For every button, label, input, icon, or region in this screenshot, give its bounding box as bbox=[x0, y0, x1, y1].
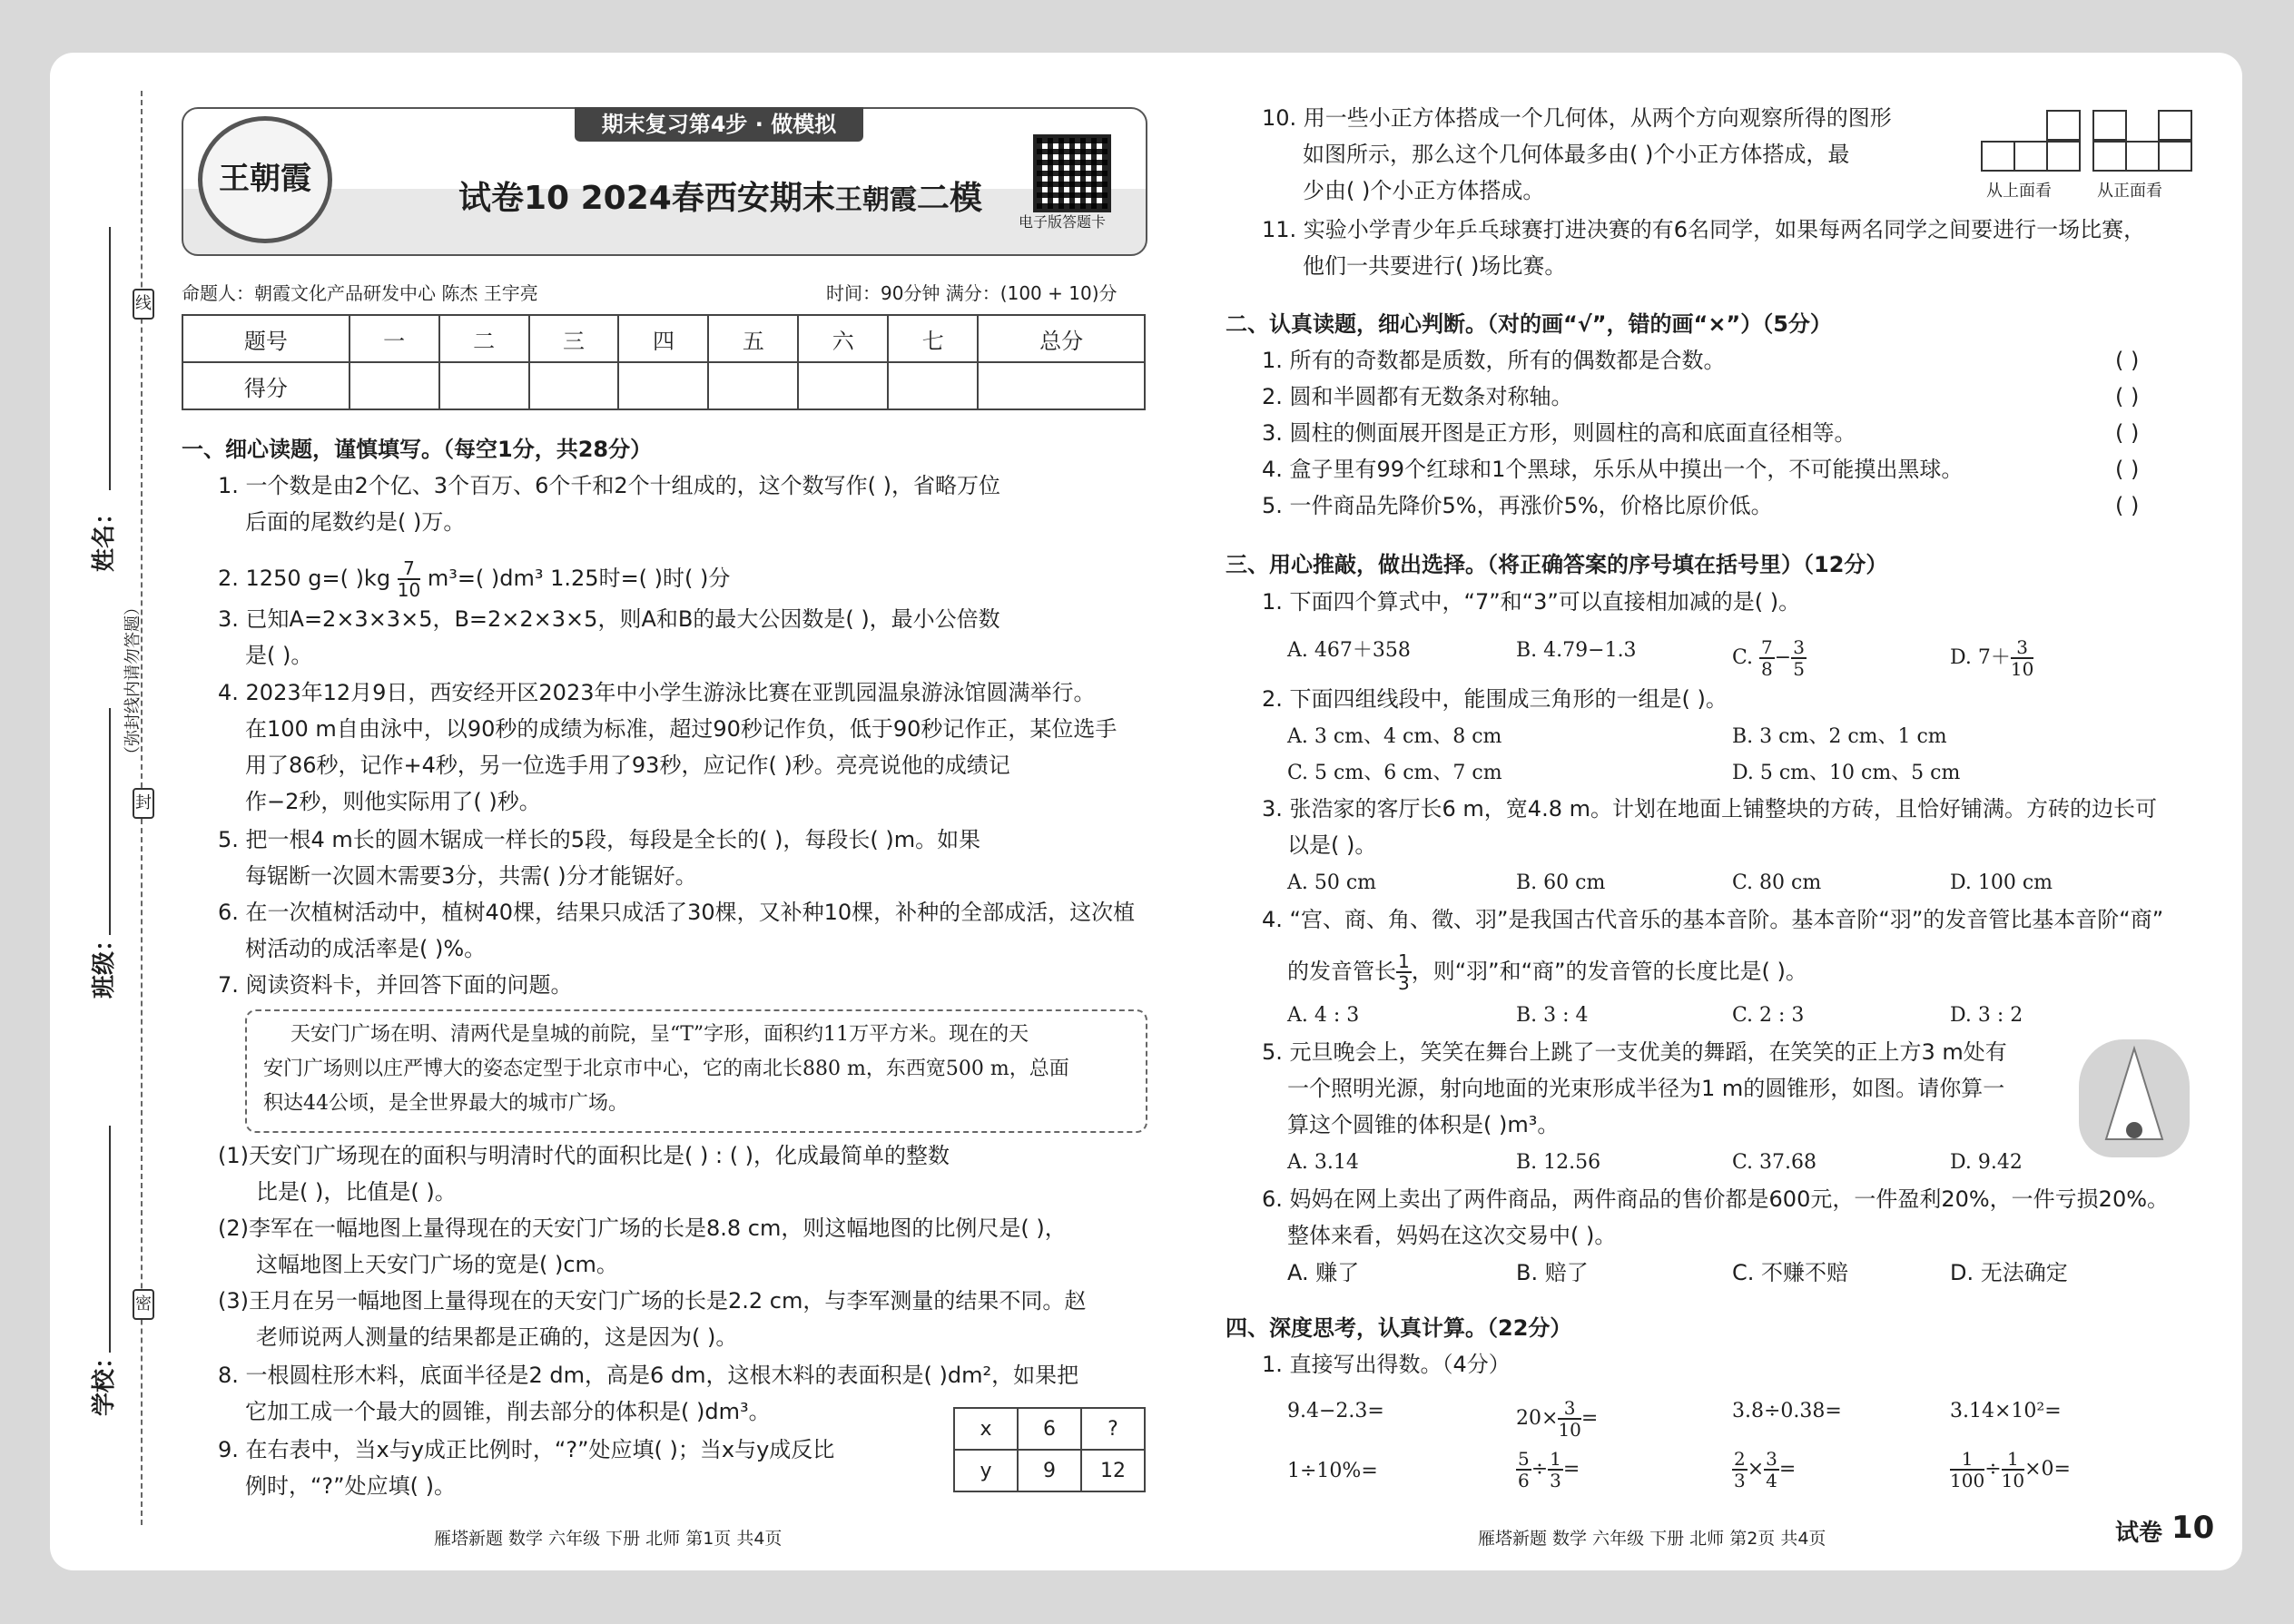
c1-d-frac bbox=[2011, 637, 2033, 679]
seal-char-feng: 封 bbox=[133, 788, 154, 819]
q7-2-line1: (2)李军在一幅地图上量得现在的天安门广场的长是8.8 cm，则这幅地图的比例尺是( )， bbox=[218, 1216, 1067, 1241]
q2-line bbox=[218, 558, 730, 600]
d1-title: 1. 直接写出得数。（4分） bbox=[1262, 1352, 1511, 1377]
seal-char-mi: 密 bbox=[133, 1289, 154, 1320]
score-input-cell[interactable] bbox=[439, 362, 529, 409]
xy-cell: 12 bbox=[1081, 1450, 1145, 1491]
c2-option-b: B. 3 cm、2 cm、1 cm bbox=[1732, 725, 1947, 748]
calc-item-text: 20× bbox=[1516, 1407, 1559, 1430]
view-top-caption: 从上面看 bbox=[1986, 182, 2052, 201]
paper-title bbox=[458, 172, 982, 219]
xy-cell: 6 bbox=[1018, 1408, 1081, 1450]
c3-line2: 以是( )。 bbox=[1287, 832, 1377, 858]
c4-option-d: D. 3 : 2 bbox=[1950, 1004, 2023, 1027]
frac-num: 1 bbox=[1398, 950, 1410, 972]
c3-option-b: B. 60 cm bbox=[1516, 871, 1606, 894]
c2-option-d: D. 5 cm、10 cm、5 cm bbox=[1732, 762, 1961, 784]
c5-line1: 5. 元旦晚会上，笑笑在舞台上跳了一支优美的舞蹈，在笑笑的正上方3 m处有 bbox=[1262, 1039, 2007, 1065]
judge-item: 4. 盒子里有99个红球和1个黑球，乐乐从中摸出一个，不可能摸出黑球。 bbox=[1262, 457, 1964, 482]
name-line bbox=[109, 227, 111, 490]
q3-line1: 3. 已知A=2×3×3×5，B=2×2×3×5，则A和B的最大公因数是( )，最小公倍数 bbox=[218, 606, 1000, 632]
calc-item-frac-division: $\frac{5}{6}$ ÷ $\frac{1}{3}$ = bbox=[1518, 1448, 1580, 1491]
score-header-cell: 五 bbox=[708, 315, 798, 362]
c5-option-b: B. 12.56 bbox=[1516, 1151, 1601, 1174]
section-3-title: 三、用心推敲，做出选择。（将正确答案的序号填在括号里）（12分） bbox=[1226, 552, 1888, 577]
c1-option-a: A. 467＋358 bbox=[1287, 639, 1411, 662]
q11-line1: 11. 实验小学青少年乒乓球赛打进决赛的有6名同学，如果每两名同学之间要进行一场比赛， bbox=[1262, 217, 2146, 242]
score-input-cell[interactable] bbox=[708, 362, 798, 409]
c5-line3: 算这个圆锥的体积是( )m³。 bbox=[1287, 1112, 1560, 1137]
class-line bbox=[109, 708, 111, 935]
score-input-cell[interactable] bbox=[529, 362, 619, 409]
c1-option-c-label: C. bbox=[1732, 646, 1754, 669]
q4-line3: 用了86秒，记作+4秒，另一位选手用了93秒，应记作( )秒。亮亮说他的成绩记 bbox=[245, 753, 1010, 778]
binding-note: （弥封线内请勿答题） bbox=[123, 599, 143, 763]
q7-3-line1: (3)王月在另一幅地图上量得现在的天安门广场的长是2.2 cm，与李军测量的结果不同。赵 bbox=[218, 1288, 1087, 1314]
judge-answer-box[interactable]: ( ) bbox=[2115, 348, 2140, 373]
q2-frac-den: 10 bbox=[397, 579, 421, 601]
q7-title: 7. 阅读资料卡，并回答下面的问题。 bbox=[218, 972, 573, 998]
qr-code[interactable] bbox=[1033, 134, 1111, 212]
xy-cell: ? bbox=[1081, 1408, 1145, 1450]
score-table bbox=[182, 314, 1146, 410]
time-score: 时间：90分钟 满分：(100 + 10)分 bbox=[826, 282, 1117, 304]
q1-line2: 后面的尾数约是( )万。 bbox=[245, 509, 466, 535]
view-front-caption: 从正面看 bbox=[2097, 182, 2162, 201]
c5-option-a: A. 3.14 bbox=[1287, 1151, 1359, 1174]
info-line2: 安门广场则以庄严博大的姿态定型于北京市中心，它的南北长880 m，东西宽500 m，总面 bbox=[263, 1058, 1069, 1080]
xy-cell: y bbox=[954, 1450, 1018, 1491]
c3-option-d: D. 100 cm bbox=[1950, 871, 2053, 894]
c6-line2: 整体来看，妈妈在这次交易中( )。 bbox=[1287, 1223, 1617, 1248]
q10-line2: 如图所示，那么这个几何体最多由( )个小正方体搭成，最 bbox=[1303, 142, 1850, 167]
school-line bbox=[109, 1126, 111, 1353]
q9-line2: 例时，“?”处应填( )。 bbox=[245, 1473, 456, 1499]
score-header-cell: 总分 bbox=[978, 315, 1145, 362]
judge-item: 1. 所有的奇数都是质数，所有的偶数都是合数。 bbox=[1262, 348, 1726, 373]
c5-line2: 一个照明光源，射向地面的光束形成半径为1 m的圆锥形，如图。请你算一 bbox=[1287, 1076, 2005, 1101]
calc-frac: $\frac{3}{10}$ bbox=[1558, 1397, 1581, 1441]
c4-option-b: B. 3 : 4 bbox=[1516, 1004, 1589, 1027]
score-header-cell: 七 bbox=[888, 315, 978, 362]
q7-1-line2: 比是( )，比值是( )。 bbox=[256, 1179, 457, 1205]
q5-line1: 5. 把一根4 m长的圆木锯成一样长的5段，每段是全长的( )，每段长( )m。如果 bbox=[218, 827, 981, 852]
q9-line1: 9. 在右表中，当x与y成正比例时，“?”处应填( )；当x与y成反比 bbox=[218, 1437, 835, 1462]
c5-option-d: D. 9.42 bbox=[1950, 1151, 2023, 1174]
title-prefix: 试卷10 2024春西安期末 bbox=[458, 180, 835, 217]
q10-line1: 10. 用一些小正方体搭成一个几何体，从两个方向观察所得的图形 bbox=[1262, 105, 1892, 131]
step-badge: 期末复习第4步 · 做模拟 bbox=[575, 107, 863, 142]
score-input-cell[interactable] bbox=[618, 362, 708, 409]
c1-c-frac2 bbox=[1791, 637, 1807, 679]
brand-logo bbox=[198, 116, 332, 243]
class-label: 班级： bbox=[91, 927, 118, 999]
q2-part2: m³=( )dm³ 1.25时=( )时( )分 bbox=[427, 566, 731, 591]
stage-light-illustration bbox=[2079, 1039, 2190, 1157]
c4-line1: 4. “宫、商、角、徵、羽”是我国古代音乐的基本音阶。基本音阶“羽”的发音管比基本音阶“商” bbox=[1262, 907, 2164, 932]
c6-line1: 6. 妈妈在网上卖出了两件商品，两件商品的售价都是600元，一件盈利20%，一件亏损20%。 bbox=[1262, 1186, 2170, 1212]
c6-option-b: B. 赔了 bbox=[1516, 1260, 1589, 1285]
c3-option-c: C. 80 cm bbox=[1732, 871, 1822, 894]
q5-line2: 每锯断一次圆木需要3分，共需( )分才能锯好。 bbox=[245, 863, 697, 889]
q7-2-line2: 这幅地图上天安门广场的宽是( )cm。 bbox=[256, 1252, 618, 1277]
c4-fraction bbox=[1396, 951, 1412, 993]
judge-answer-box[interactable]: ( ) bbox=[2115, 493, 2140, 518]
seal-char-xian: 线 bbox=[133, 289, 154, 320]
q3-line2: 是( )。 bbox=[245, 643, 313, 668]
c6-option-a: A. 赚了 bbox=[1287, 1260, 1360, 1285]
c4-line2 bbox=[1287, 951, 1807, 993]
c2-option-a: A. 3 cm、4 cm、8 cm bbox=[1287, 725, 1502, 748]
c6-option-d: D. 无法确定 bbox=[1950, 1260, 2068, 1285]
title-suffix: 二模 bbox=[916, 180, 982, 217]
c1-c-frac1 bbox=[1759, 637, 1775, 679]
frac-den: 10 bbox=[2010, 658, 2034, 680]
score-header-cell: 四 bbox=[618, 315, 708, 362]
c1-option-c: C. $\frac{7}{8}$ − $\frac{3}{5}$ bbox=[1732, 636, 1805, 680]
calc-item: 3.14×10²= bbox=[1950, 1400, 2062, 1422]
c2-question: 2. 下面四组线段中，能围成三角形的一组是( )。 bbox=[1262, 686, 1728, 712]
q8-line2: 它加工成一个最大的圆锥，削去部分的体积是( )dm³。 bbox=[245, 1399, 771, 1424]
judge-item: 5. 一件商品先降价5%，再涨价5%，价格比原价低。 bbox=[1262, 493, 1773, 518]
judge-item: 2. 圆和半圆都有无数条对称轴。 bbox=[1262, 384, 1573, 409]
c2-option-c: C. 5 cm、6 cm、7 cm bbox=[1287, 762, 1502, 784]
score-input-cell[interactable] bbox=[350, 362, 439, 409]
q2-frac-num: 7 bbox=[398, 558, 420, 580]
section-2-title: 二、认真读题，细心判断。（对的画“√”，错的画“×”）（5分） bbox=[1226, 311, 1832, 337]
judge-answer-box[interactable]: ( ) bbox=[2115, 420, 2140, 446]
c3-option-a: A. 50 cm bbox=[1287, 871, 1377, 894]
paper-number: 10 bbox=[2171, 1510, 2215, 1546]
section-1-title: 一、细心读题，谨慎填写。（每空1分，共28分） bbox=[182, 437, 653, 462]
judge-answer-box[interactable]: ( ) bbox=[2115, 457, 2140, 482]
q4-line2: 在100 m自由泳中，以90秒的成绩为标准，超过90秒记作负，低于90秒记作正，某位选手 bbox=[245, 716, 1117, 742]
frac-num: 7 bbox=[1761, 636, 1773, 658]
xy-table bbox=[953, 1407, 1146, 1492]
school-label: 学校： bbox=[91, 1344, 118, 1416]
q6-line1: 6. 在一次植树活动中，植树40棵，结果只成活了30棵，又补种10棵，补种的全部成活，这次植 bbox=[218, 900, 1136, 925]
frac-den: 8 bbox=[1761, 658, 1773, 680]
score-header-cell: 六 bbox=[798, 315, 888, 362]
c1-question: 1. 下面四个算式中，“7”和“3”可以直接相加减的是( )。 bbox=[1262, 589, 1801, 615]
name-label: 姓名： bbox=[91, 500, 118, 572]
paper-number-label: 试卷 bbox=[2115, 1520, 2163, 1547]
footer-left: 雁塔新题 数学 六年级 下册 北师 第1页 共4页 bbox=[434, 1529, 783, 1549]
q10-line3: 少由( )个小正方体搭成。 bbox=[1303, 178, 1545, 203]
info-line1: 天安门广场在明、清两代是皇城的前院，呈“T”字形，面积约11万平方米。现在的天 bbox=[290, 1023, 1029, 1046]
q4-line4: 作−2秒，则他实际用了( )秒。 bbox=[245, 789, 541, 814]
calc-item: 20× $\frac{3}{10}$ = bbox=[1516, 1397, 1599, 1441]
c1-option-d bbox=[1950, 637, 2033, 679]
authors: 命题人：朝霞文化产品研发中心 陈杰 王宇亮 bbox=[182, 282, 538, 304]
qr-caption: 电子版答题卡 bbox=[1019, 213, 1107, 231]
q4-line1: 4. 2023年12月9日，西安经开区2023年中小学生游泳比赛在亚凯园温泉游泳馆圆满举行。 bbox=[218, 680, 1096, 705]
frac-num: 3 bbox=[2011, 637, 2033, 659]
score-input-cell[interactable] bbox=[798, 362, 888, 409]
score-header-cell: 一 bbox=[350, 315, 439, 362]
calc-item: 1÷10%= bbox=[1287, 1460, 1378, 1482]
logo-text: 王朝霞 bbox=[219, 161, 311, 197]
q8-line1: 8. 一根圆柱形木料，底面半径是2 dm，高是6 dm，这根木料的表面积是( )dm²，如果把 bbox=[218, 1363, 1079, 1388]
title-brand: 王朝霞 bbox=[834, 184, 917, 216]
c1-option-d-label: D. 7＋ bbox=[1950, 646, 2011, 669]
q7-3-line2: 老师说两人测量的结果都是正确的，这是因为( )。 bbox=[256, 1324, 738, 1350]
c4-option-a: A. 4 : 3 bbox=[1287, 1004, 1360, 1027]
calc-item: 9.4−2.3= bbox=[1287, 1400, 1384, 1422]
xy-cell: 9 bbox=[1018, 1450, 1081, 1491]
q11-line2: 他们一共要进行( )场比赛。 bbox=[1303, 253, 1567, 279]
q2-fraction bbox=[398, 558, 420, 600]
frac-den: 5 bbox=[1793, 658, 1805, 680]
frac-den: 3 bbox=[1398, 972, 1410, 994]
c4-line2-b: ，则“羽”和“商”的发音管的长度比是( )。 bbox=[1411, 959, 1807, 984]
judge-answer-box[interactable]: ( ) bbox=[2115, 384, 2140, 409]
c4-option-c: C. 2 : 3 bbox=[1732, 1004, 1805, 1027]
score-input-cell[interactable] bbox=[888, 362, 978, 409]
calc-item: 3.8÷0.38= bbox=[1732, 1400, 1842, 1422]
judge-item: 3. 圆柱的侧面展开图是正方形，则圆柱的高和底面直径相等。 bbox=[1262, 420, 1856, 446]
light-cone-icon bbox=[2079, 1039, 2190, 1157]
c6-option-c: C. 不赚不赔 bbox=[1732, 1260, 1849, 1285]
frac-num: 3 bbox=[1793, 636, 1805, 658]
c4-line2-a: 的发音管长 bbox=[1287, 959, 1396, 984]
info-line3: 积达44公顷，是全世界最大的城市广场。 bbox=[263, 1092, 628, 1115]
section-4-title: 四、深度思考，认真计算。（22分） bbox=[1226, 1315, 1572, 1341]
score-header-cell: 三 bbox=[529, 315, 619, 362]
q1-line1: 1. 一个数是由2个亿、3个百万、6个千和2个十组成的，这个数写作( )，省略万位 bbox=[218, 473, 1000, 498]
score-header-cell: 二 bbox=[439, 315, 529, 362]
c5-option-c: C. 37.68 bbox=[1732, 1151, 1817, 1174]
calc-item-frac-multiply: $\frac{2}{3}$ × $\frac{3}{4}$ = bbox=[1734, 1448, 1797, 1491]
q6-line2: 树活动的成活率是( )%。 bbox=[245, 936, 487, 961]
c3-line1: 3. 张浩家的客厅长6 m，宽4.8 m。计划在地面上铺整块的方砖，且恰好铺满。方砖的边长可 bbox=[1262, 796, 2157, 822]
q7-1-line1: (1)天安门广场现在的面积与明清时代的面积比是( ) : ( )，化成最简单的整数 bbox=[218, 1143, 950, 1168]
xy-cell: x bbox=[954, 1408, 1018, 1450]
score-input-cell[interactable] bbox=[978, 362, 1145, 409]
calc-item-frac-mixed: $\frac{1}{100}$ ÷ $\frac{1}{10}$ ×0= bbox=[1950, 1448, 2071, 1491]
q2-part1: 2. 1250 g=( )kg bbox=[218, 566, 391, 591]
score-row-label: 得分 bbox=[182, 362, 350, 409]
c1-option-b: B. 4.79−1.3 bbox=[1516, 639, 1637, 662]
footer-right: 雁塔新题 数学 六年级 下册 北师 第2页 共4页 bbox=[1478, 1529, 1826, 1549]
score-header-cell: 题号 bbox=[182, 315, 350, 362]
